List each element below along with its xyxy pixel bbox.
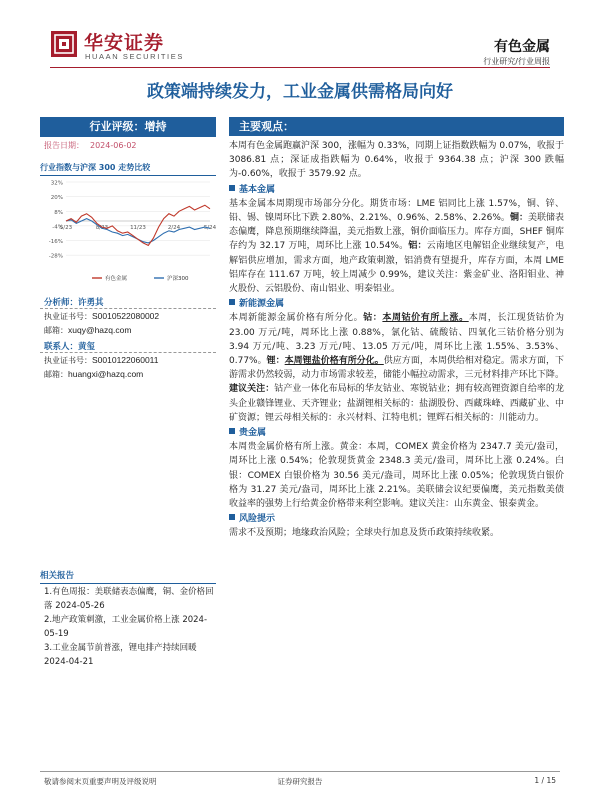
intro-paragraph: 本周有色金属跑赢沪深 300，涨幅为 0.33%，同期上证指数跌幅为 0.07%，收报于 3086.81 点；深证成指跌幅为 0.64%，收报于 9364.38 点；沪深 300 跌幅为-0.60%，收报于 3579.92 点。	[229, 141, 564, 180]
footer-divider	[40, 771, 560, 772]
suggest-text: 钴产业一体化布局标的华友钴业、寒锐钴业；拥有较高锂资源自给率的龙头企业赣锋锂业、天齐锂业；盐湖锂相关标的：盐湖股份、西藏珠峰、西藏矿业、中矿资源；锂云母相关标的：永兴材料、江特电机；锂辉石相关标的：川能动力。	[229, 384, 564, 423]
related-reports-list	[44, 585, 216, 669]
chart-x-tick-label: 2/24	[167, 225, 181, 231]
analyst-email-value: xuqy@hazq.com	[68, 325, 132, 335]
industry-name: 有色金属	[494, 39, 550, 55]
cobalt-text: 本周，长江现货钴价为 23.00 万元/吨，周环比上涨 0.88%，氯化钴、硫酸钴、四氧化三钴价格分别为 3.94 万元/吨、3.23 万元/吨、13.05 万元/吨，周环比上涨 1.55%、3.53%、0.77%。	[229, 313, 564, 367]
contact-cert-value: S0010122060011	[92, 355, 159, 365]
contact-email-label: 邮箱：	[44, 370, 68, 379]
chart-legend-label: 沪深300	[167, 276, 189, 282]
analyst-cert-label: 执业证书号：	[44, 312, 92, 321]
report-body	[229, 139, 564, 541]
precious-metals-paragraph: 本周贵金属价格有所上涨。黄金：本周，COMEX 黄金价格为 2347.7 美元/盎司，周环比上涨 0.54%；伦敦现货黄金 2348.3 美元/盎司，周环比上涨 0.24%。白银：COMEX 白银价格为 30.56 美元/盎司，周环比上涨 0.05%；伦敦现货白银价格为 31.27 美元/盎司，周环比上涨 2.21%。美联储会议纪要偏鹰，美元指数美债收益率的强势上行给黄金价格带来利空影响。建议关注：山东黄金、银泰黄金。	[229, 442, 564, 510]
company-name-en: HUAAN SECURITIES	[85, 52, 184, 61]
chart-x-tick-label: 8/23	[95, 225, 109, 231]
analyst-divider	[40, 308, 216, 309]
contact-email	[44, 369, 143, 380]
base-metals-text: 基本金属本周期现市场部分分化。期货市场：LME 铝同比上涨 1.57%，铜、锌、铅、锡、镍周环比下跌 2.80%、2.21%、0.96%、2.58%、2.26%。	[229, 198, 564, 224]
suggest-label: 建议关注：	[229, 384, 275, 395]
lithium-highlight: 本周锂盐价格有所分化。	[284, 356, 384, 367]
chart-title: 行业指数与沪深 300 走势比较	[40, 162, 216, 176]
page-number: 1 / 15	[534, 776, 556, 785]
chart-y-tick-label: 20%	[50, 195, 63, 202]
chart-legend-label: 有色金属	[105, 276, 128, 282]
chart-y-tick-label: -4%	[52, 224, 63, 231]
company-logo-icon	[50, 30, 78, 58]
base-metals-paragraph	[229, 197, 564, 296]
contact-name: 联系人：黄玺	[44, 342, 96, 352]
section-new-energy-metals: 新能源金属	[229, 297, 564, 311]
chart-legend	[92, 274, 189, 282]
aluminum-text: 云南地区电解铝企业继续复产，电解铝供应增加，需求方面，地产政策刺激，铝消费有望提升，库存方面，本周 LME 铝库存在 111.67 万吨，较上周减少 0.99%，建议关注：紫金矿业、洛阳钼业、神火股份、云铝股份、南山铝业、明泰铝业。	[229, 241, 564, 295]
section-precious-metals: 贵金属	[229, 426, 564, 440]
footer-disclaimer: 敬请参阅末页重要声明及评级说明	[44, 777, 157, 786]
report-date	[44, 140, 137, 151]
aluminum-label: 铝：	[408, 241, 427, 252]
main-points-title: 主要观点：	[229, 117, 564, 136]
contact-divider	[40, 352, 216, 353]
chart-y-tick-label: -16%	[48, 239, 63, 245]
section-risk: 风险提示	[229, 512, 564, 526]
related-reports-title: 相关报告	[40, 569, 216, 584]
contact-email-value: huangxi@hazq.com	[68, 369, 144, 379]
chart-y-tick-label: -28%	[48, 253, 63, 260]
analyst-cert-value: S0010522080002	[92, 311, 160, 321]
analyst-email	[44, 325, 131, 336]
report-date-value: 2024-06-02	[90, 141, 137, 150]
company-name-cn: 华安证券	[84, 32, 165, 54]
report-date-label: 报告日期：	[44, 141, 84, 150]
index-comparison-chart	[40, 176, 216, 288]
risk-paragraph: 需求不及预期；地缘政治风险；全球央行加息及货币政策持续收紧。	[229, 528, 500, 539]
chart-y-tick-label: 8%	[54, 209, 63, 216]
lithium-label: 锂：	[266, 356, 285, 367]
cobalt-highlight: 本周钴价有所上涨。	[382, 313, 469, 324]
analyst-email-label: 邮箱：	[44, 326, 68, 335]
related-report-link[interactable]: 3.工业金属节前普涨，锂电排产持续回暖 2024-04-21	[44, 643, 197, 667]
industry-rating: 行业评级：增持	[40, 117, 216, 137]
analyst-name: 分析师：许勇其	[44, 298, 104, 308]
chart-x-tick-label: 11/23	[130, 225, 146, 231]
lithium-text: 供应方面，本周供给相对稳定。需求方面，下游需求仍然较弱，动力市场需求较差，储能小幅拉动需求，三元材料排产环比下降。	[229, 356, 564, 381]
related-report-link[interactable]: 2.地产政策刺激，工业金属价格上涨 2024-05-19	[44, 615, 208, 639]
header-divider	[50, 67, 550, 68]
chart-y-ticks	[49, 181, 63, 260]
chart-x-tick-label: 5/23	[59, 225, 73, 231]
footer-center-label: 证券研究报告	[277, 777, 323, 786]
report-type: 行业研究/行业周报	[483, 57, 550, 66]
section-base-metals: 基本金属	[229, 183, 564, 197]
contact-cert-label: 执业证书号：	[44, 356, 92, 365]
copper-label: 铜：	[509, 213, 528, 224]
related-report-link[interactable]: 1.有色周报：美联储表态偏鹰，铜、金价格回落 2024-05-26	[44, 587, 214, 611]
new-energy-text: 本周新能源金属价格有所分化。	[229, 313, 364, 324]
new-energy-paragraph	[229, 311, 564, 425]
copper-text: 美联储表态偏鹰，降息预期继续降温，美元指数上涨，铜价面临压力。库存方面，SHEF 铜库存约为 32.17 万吨，周环比上涨 10.54%。	[229, 213, 564, 252]
contact-cert	[44, 355, 159, 366]
chart-x-tick-label: 5/24	[203, 225, 216, 231]
page-title: 政策端持续发力，工业金属供需格局向好	[147, 82, 453, 102]
cobalt-label: 钴：	[363, 313, 383, 324]
analyst-cert	[44, 311, 159, 322]
chart-y-tick-label: 32%	[50, 180, 63, 187]
